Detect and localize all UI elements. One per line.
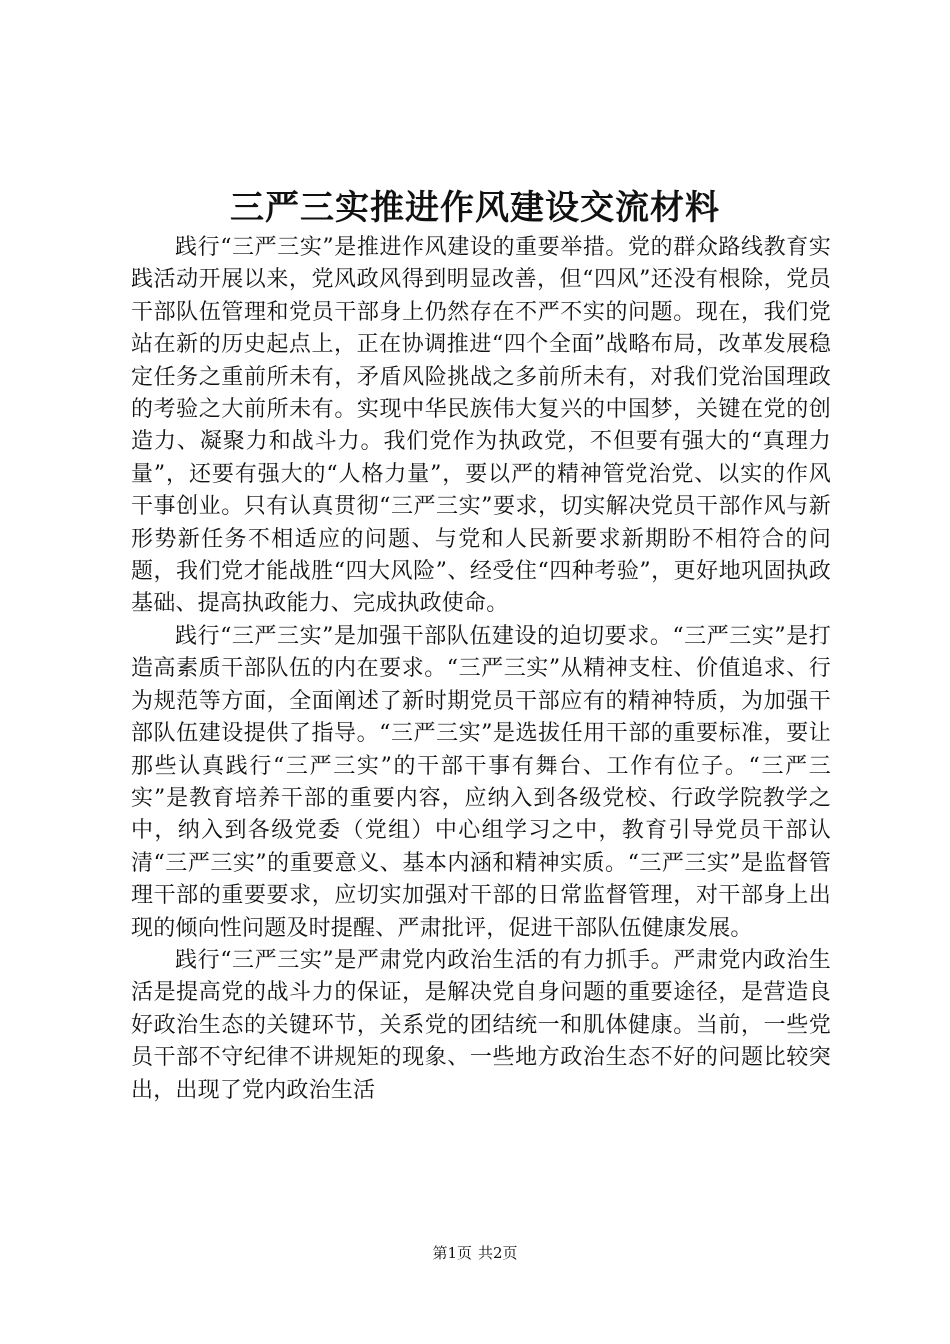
body-paragraph-2: 践行“三严三实”是加强干部队伍建设的迫切要求。“三严三实”是打造高素质干部队伍的内在要求。“三严三实”从精神支柱、价值追求、行为规范等方面，全面阐述了新时期党员干部应有的精神特质，为加强干部队伍建设提供了指导。“三严三实”是选拔任用干部的重要标准，要让那些认真践行“三严三实”的干部干事有舞台、工作有位子。“三严三实”是教育培养干部的重要内容，应纳入到各级党校、行政学院教学之中，纳入到各级党委（党组）中心组学习之中，教育引导党员干部认清“三严三实”的重要意义、基本内涵和精神实质。“三严三实”是监督管理干部的重要要求，应切实加强对干部的日常监督管理，对干部身上出现的倾向性问题及时提醒、严肃批评，促进干部队伍健康发展。 <box>131 623 831 941</box>
page-number-total: 共2页 <box>478 1244 518 1262</box>
body-paragraph-3: 践行“三严三实”是严肃党内政治生活的有力抓手。严肃党内政治生活是提高党的战斗力的保证，是解决党自身问题的重要途径，是营造良好政治生态的关键环节，关系党的团结统一和肌体健康。当前，一些党员干部不守纪律不讲规矩的现象、一些地方政治生态不好的问题比较突出，出现了党内政治生活 <box>131 947 831 1103</box>
document-title: 三严三实推进作风建设交流材料 <box>230 188 720 228</box>
document-body <box>131 232 831 1107</box>
page-footer <box>0 1242 950 1264</box>
body-paragraph-1: 践行“三严三实”是推进作风建设的重要举措。党的群众路线教育实践活动开展以来，党风政风得到明显改善，但“四风”还没有根除，党员干部队伍管理和党员干部身上仍然存在不严不实的问题。现在，我们党站在新的历史起点上，正在协调推进“四个全面”战略布局，改革发展稳定任务之重前所未有，矛盾风险挑战之多前所未有，对我们党治国理政的考验之大前所未有。实现中华民族伟大复兴的中国梦，关键在党的创造力、凝聚力和战斗力。我们党作为执政党，不但要有强大的“真理力量”，还要有强大的“人格力量”，要以严的精神管党治党、以实的作风干事创业。只有认真贯彻“三严三实”要求，切实解决党员干部作风与新形势新任务不相适应的问题、与党和人民新要求新期盼不相符合的问题，我们党才能战胜“四大风险”、经受住“四种考验”，更好地巩固执政基础、提高执政能力、完成执政使命。 <box>131 235 831 617</box>
page-number-current: 第1页 <box>432 1244 472 1262</box>
